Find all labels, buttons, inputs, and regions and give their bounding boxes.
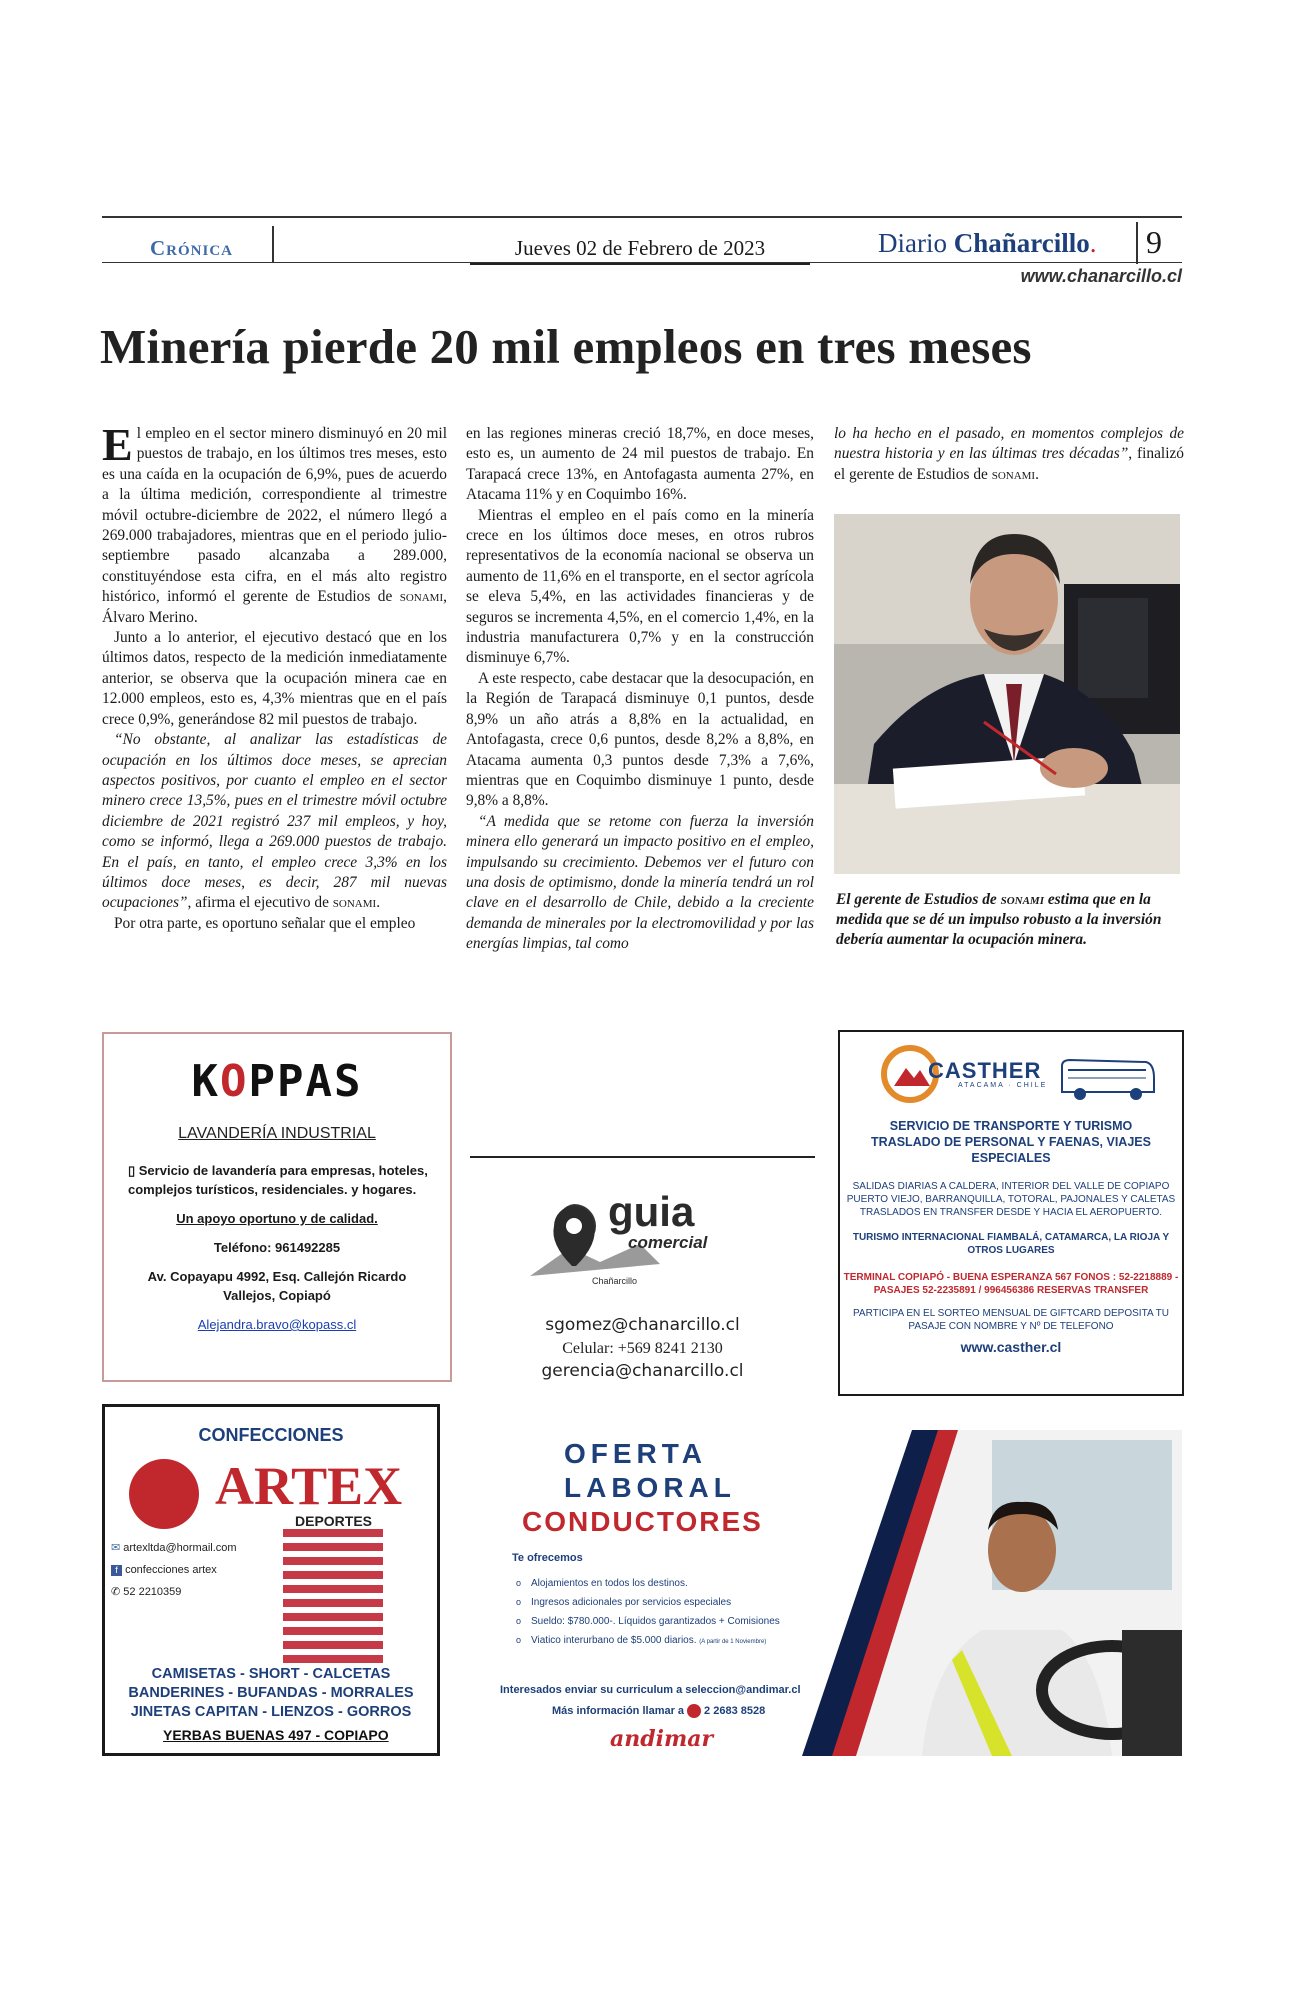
oferta-offer-label: Te ofrecemos: [512, 1552, 583, 1564]
guia-contact: [470, 1314, 815, 1383]
section-divider: [272, 226, 274, 262]
oferta-title-2: LABORAL: [564, 1472, 736, 1503]
artex-contact: [111, 1537, 237, 1603]
map-pin-icon: [530, 1184, 750, 1294]
artex-ball-logo: [129, 1459, 199, 1529]
site-url[interactable]: www.chanarcillo.cl: [1020, 266, 1182, 286]
header-top-rule: [102, 216, 1182, 218]
oferta-title-1: OFERTA: [564, 1438, 708, 1469]
svg-text:guia: guia: [608, 1188, 695, 1235]
section-label: Crónica: [150, 236, 234, 260]
koppas-subtitle: LAVANDERÍA INDUSTRIAL: [178, 1125, 376, 1142]
striped-shirt-image: [283, 1529, 383, 1669]
casther-title: SERVICIO DE TRANSPORTE Y TURISMO TRASLADO DE PERSONAL Y FAENAS, VIAJES ESPECIALES: [871, 1119, 1151, 1165]
article-paragraph-7-start: “A medida que se retome con fuerza la inversión minera ello generará un impacto positivo en el empleo, impulsando su crecimiento. Debemos ver el futuro con una dosis de optimismo, donde la minería tendrá un rol clave en el desarrollo de Chile, debido a la creciente demanda de minerales por la electromovilidad y por las energías limpias, tal como: [466, 812, 814, 953]
executive-photo: [834, 514, 1180, 874]
phone-icon: [687, 1704, 701, 1718]
ad-artex: [102, 1404, 440, 1756]
oferta-apply: Interesados enviar su curriculum a seleccion@andimar.cl: [500, 1684, 801, 1696]
svg-text:Chañarcillo: Chañarcillo: [592, 1276, 638, 1286]
issue-date: Jueves 02 de Febrero de 2023: [514, 236, 766, 260]
guia-phone: Celular: +569 8241 2130: [562, 1340, 723, 1357]
article-column-2: [466, 424, 814, 955]
article-paragraph-7-end: lo ha hecho en el pasado, en momentos complejos de nuestra historia y en las últimas tres décadas”, finalizó el gerente de Estudios de sonami.: [834, 425, 1185, 483]
koppas-email-link[interactable]: Alejandra.bravo@kopass.cl: [197, 1317, 357, 1332]
article-paragraph-4-end: en las regiones mineras creció 18,7%, en doce meses, esto es, un aumento de 24 mil puestos de trabajo. En Tarapacá crece 13%, en Antofagasta aumenta 27%, en Atacama 11% y en Coquimbo 16%.: [466, 425, 814, 504]
oferta-benefits: [516, 1574, 780, 1652]
benefit-item: o Viatico interurbano de $5.000 diarios. (A partir de 1 Noviembre): [516, 1631, 780, 1652]
guia-comercial-logo: [530, 1184, 750, 1294]
benefit-item: o Sueldo: $780.000-. Líquidos garantizados + Comisiones: [516, 1612, 780, 1631]
page-divider: [1136, 222, 1138, 264]
artex-products: CAMISETAS - SHORT - CALCETAS BANDERINES - BUFANDAS - MORRALES JINETAS CAPITAN - LIENZOS - GORROS: [128, 1666, 414, 1720]
koppas-tagline: Un apoyo oportuno y de calidad.: [176, 1211, 378, 1226]
artex-address: YERBAS BUENAS 497 - COPIAPO: [163, 1727, 389, 1743]
article-paragraph-4-start: Por otra parte, es oportuno señalar que el empleo: [114, 914, 416, 932]
drop-cap: E: [102, 419, 133, 470]
artex-confecciones: CONFECCIONES: [198, 1425, 344, 1445]
benefit-item: o Ingresos adicionales por servicios especiales: [516, 1593, 780, 1612]
mail-icon: ✉: [111, 1542, 124, 1554]
oferta-title-3: CONDUCTORES: [522, 1506, 763, 1537]
driver-photo: [762, 1430, 1182, 1756]
artex-name: ARTEX: [215, 1456, 403, 1516]
guia-top-rule: [470, 1156, 815, 1158]
casther-promo: PARTICIPA EN EL SORTEO MENSUAL DE GIFTCARD DEPOSITA TU PASAJE CON NOMBRE Y Nº DE TELEFONO: [853, 1308, 1169, 1332]
koppas-phone: Teléfono: 961492285: [213, 1240, 341, 1255]
whatsapp-icon: ✆: [111, 1586, 124, 1598]
guia-email-2[interactable]: gerencia@chanarcillo.cl: [541, 1361, 744, 1381]
artex-deportes: DEPORTES: [295, 1513, 373, 1529]
guia-email-1[interactable]: sgomez@chanarcillo.cl: [545, 1315, 740, 1335]
oferta-info: Más información llamar a 2 2683 8528: [552, 1704, 766, 1717]
paper-name-dot: .: [1089, 228, 1097, 258]
headline: Minería pierde 20 mil empleos en tres meses: [100, 319, 1032, 374]
casther-brand: CASTHER: [928, 1058, 1042, 1083]
article-paragraph-6: A este respecto, cabe destacar que la desocupación, en la Región de Tarapacá disminuye 0,1 puntos, desde 8,9% un año atrás a 8,8% en la actualidad, en Antofagasta, crece 0,6 puntos, desde 8,2% a 8,8%, en Atacama aumenta 0,3 puntos desde 7,3% a 7,6%, mientras que en Coquimbo disminuye 1 punto, desde 9,8% a 8,8%.: [466, 669, 814, 810]
artex-facebook[interactable]: f confecciones artex: [111, 1559, 237, 1581]
andimar-logo: andimar: [610, 1726, 714, 1752]
koppas-service: ▯ Servicio de lavandería para empresas, hoteles, complejos turísticos, residenciales. y hogares.: [128, 1163, 428, 1197]
artex-email[interactable]: ✉ artexltda@hormail.com: [111, 1542, 237, 1554]
article-paragraph-5: Mientras el empleo en el país como en la minería crece en los últimos doce meses, en otros rubros representativos de la economía nacional se observa un aumento de 11,6% en el transporte, en el sector agrícola se eleva 5,4%, en las actividades financieras y de seguros se incrementa 4,5%, en el comercio 1,4%, en la industria manufacturera 0,7% y en la construcción disminuye 6,7%.: [466, 506, 814, 667]
svg-text:comercial: comercial: [628, 1233, 708, 1252]
article-column-3: [834, 424, 1184, 485]
ad-koppas: [102, 1032, 452, 1382]
article-paragraph-1: El empleo en el sector minero disminuyó en 20 mil puestos de trabajo, en los últimos tres meses, esto es una caída en la ocupación de 6,9%, pues de acuerdo a la última medición, correspondiente al trimestre móvil octubre-diciembre de 2022, el número llegó a 269.000 trabajadores, mientras que en el periodo julio-septiembre pasado alcanzaba a 289.000, constituyéndose esta cifra, en el más alto registro histórico, informó el gerente de Estudios de sonami, Álvaro Merino.: [102, 419, 447, 626]
casther-website[interactable]: www.casther.cl: [960, 1339, 1062, 1355]
ad-casther: [838, 1030, 1184, 1396]
header-bottom-rule: [102, 262, 1182, 263]
casther-routes: SALIDAS DIARIAS A CALDERA, INTERIOR DEL VALLE DE COPIAPO PUERTO VIEJO, BARRANQUILLA, TOTORAL, PAJONALES Y CALETAS TRASLADOS EN TRANSFER DESDE Y HACIA EL AEROPUERTO.: [846, 1181, 1176, 1218]
bullet-icon: ▯: [128, 1163, 139, 1178]
benefit-item: o Alojamientos en todos los destinos.: [516, 1574, 780, 1593]
article-paragraph-2: Junto a lo anterior, el ejecutivo destacó que en los últimos datos, respecto de la medición inmediatamente anterior, se observa que la ocupación minera cae en 12.000 empleos, esto es, 4,3% mientras que en el país crece 0,9%, generándose 82 mil puestos de trabajo.: [102, 629, 447, 728]
newspaper-name: [878, 228, 1097, 259]
bus-icon: [1058, 1056, 1158, 1102]
casther-brand-sub: ATACAMA · CHILE: [958, 1082, 1048, 1089]
article-column-1: [102, 419, 447, 934]
koppas-address: Av. Copayapu 4992, Esq. Callejón Ricardo Vallejos, Copiapó: [147, 1269, 407, 1303]
casther-international: TURISMO INTERNACIONAL FIAMBALÁ, CATAMARCA, LA RIOJA Y OTROS LUGARES: [852, 1232, 1170, 1256]
casther-terminal: TERMINAL COPIAPÓ - BUENA ESPERANZA 567 FONOS : 52-2218889 - PASAJES 52-2235891 / 996456386 RESERVAS TRANSFER: [843, 1272, 1179, 1296]
ad-oferta-laboral: [466, 1430, 1182, 1756]
article-paragraph-3: “No obstante, al analizar las estadísticas de ocupación en los últimos doce meses, se aprecian aspectos positivos, por cuanto el empleo en el sector minero crece 13,5%, pues en el trimestre móvil octubre diciembre de 2021 registró 237 mil empleos, y hoy, como se informó, llega a 269.000 puestos de trabajo. En el país, en tanto, el empleo crece 3,3% en los últimos doce meses, es decir, 287 mil nuevas ocupaciones”, afirma el ejecutivo de sonami.: [102, 731, 447, 912]
photo-caption: El gerente de Estudios de sonami estima que en la medida que se dé un impulso robusto a la inversión debería aumentar la ocupación minera.: [836, 891, 1162, 948]
page-number: 9: [1146, 224, 1162, 260]
casther-header: [840, 1032, 1182, 1118]
artex-phone: ✆ 52 2210359: [111, 1586, 182, 1598]
paper-name-bold: Chañarcillo: [953, 228, 1090, 258]
koppas-logo: KOPPAS: [191, 1056, 363, 1107]
facebook-icon: f: [111, 1565, 122, 1576]
paper-name-regular: Diario: [878, 228, 954, 258]
executive-photo-illustration: [834, 514, 1180, 874]
